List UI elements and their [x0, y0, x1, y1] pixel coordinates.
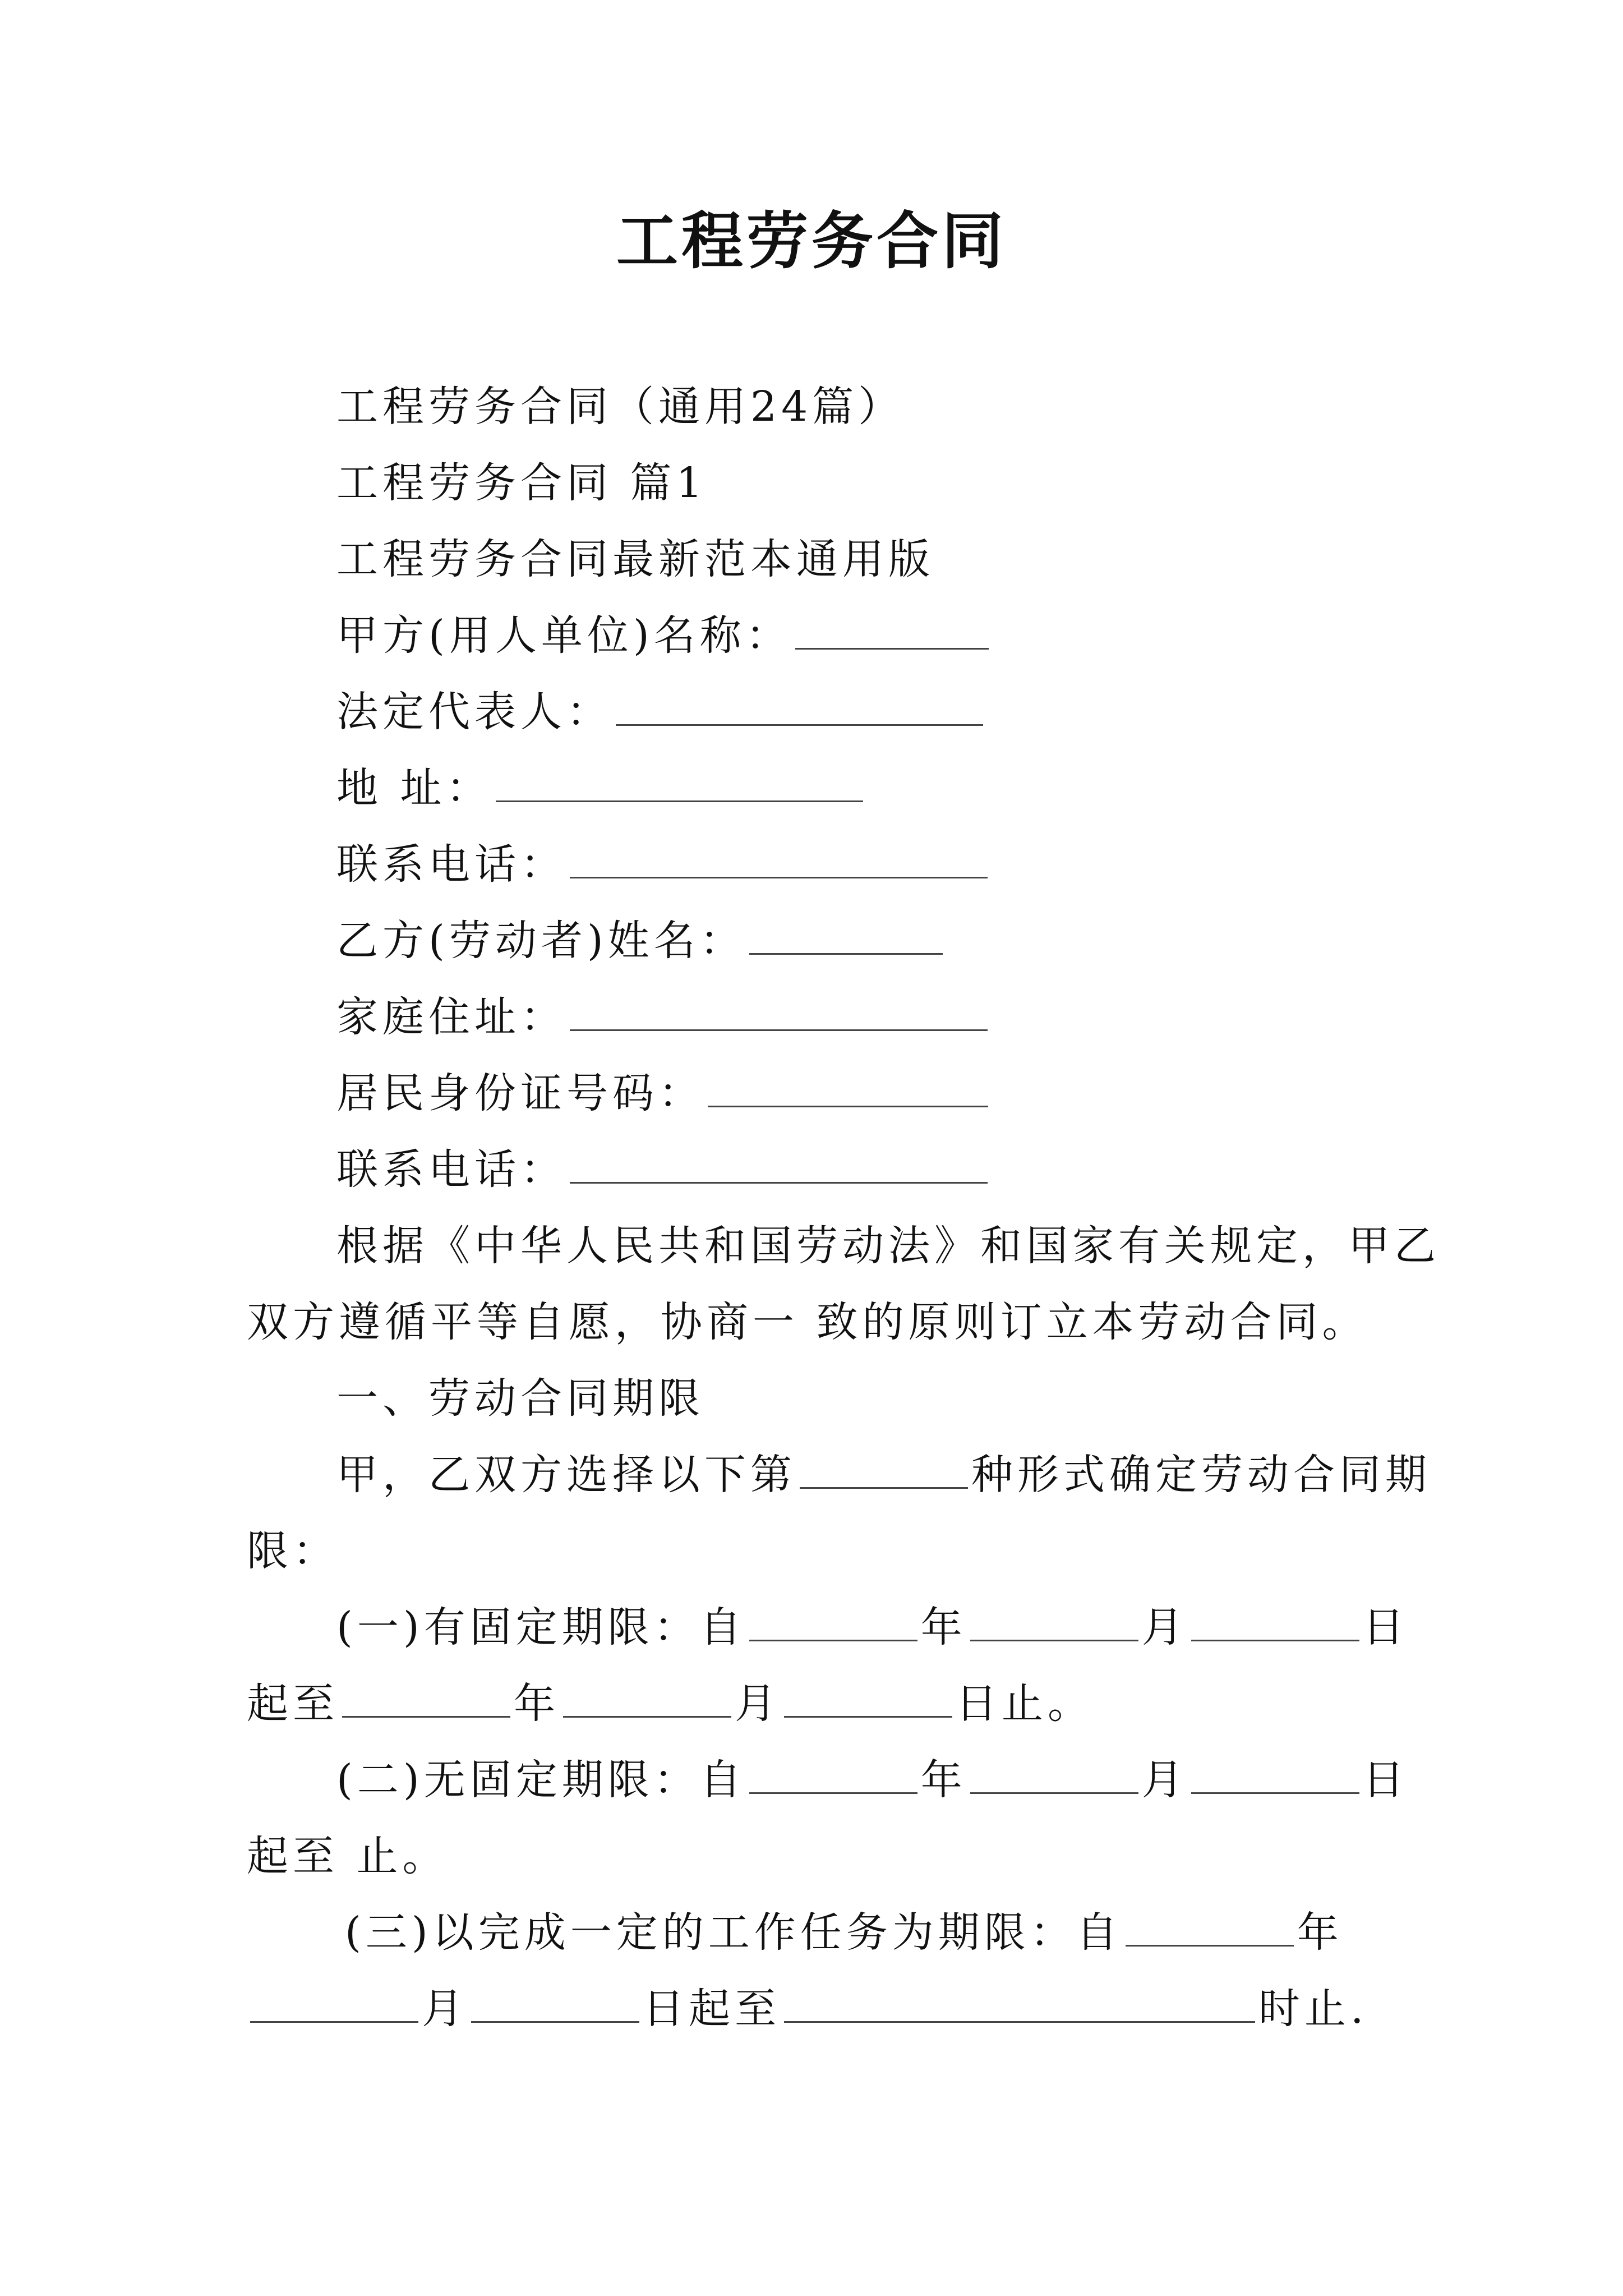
term-choice-blank[interactable]	[800, 1449, 968, 1489]
home-address-field: 家庭住址：	[336, 986, 991, 1048]
clause-heading: 一、劳动合同期限	[336, 1374, 704, 1423]
fixed-start-day-blank[interactable]	[1191, 1602, 1359, 1641]
fixed-end-month-blank[interactable]	[563, 1678, 731, 1718]
task-start-day-blank[interactable]	[471, 1983, 639, 2023]
phone-a-blank[interactable]	[570, 839, 988, 878]
task-start-month-blank[interactable]	[250, 1983, 418, 2023]
term-choice-line-2: 限：	[247, 1527, 339, 1575]
task-term-line-2: 月 日起至 时止.	[247, 1978, 1368, 2040]
subtitle-line: 工程劳务合同（通用24篇）	[336, 383, 905, 431]
phone-b-blank[interactable]	[570, 1144, 988, 1184]
task-end-blank[interactable]	[784, 1983, 1255, 2023]
party-b-name-blank[interactable]	[749, 915, 943, 955]
party-a-name-field: 甲方(用人单位)名称：	[336, 605, 992, 666]
task-start-year-blank[interactable]	[1126, 1907, 1294, 1947]
fixed-start-year-blank[interactable]	[749, 1602, 917, 1641]
section-line: 工程劳务合同 篇1	[336, 459, 707, 507]
address-blank[interactable]	[496, 762, 863, 802]
fixed-end-year-blank[interactable]	[342, 1678, 510, 1718]
fixed-term-line-2: 起至 年 月 日止。	[247, 1673, 1094, 1734]
basis-paragraph-line-1: 根据《中华人民共和国劳动法》和国家有关规定，甲乙	[336, 1222, 1440, 1270]
term-choice-line: 甲，乙双方选择以下第 种形式确定劳动合同期	[336, 1444, 1431, 1506]
task-term-line-1: (三)以完成一定的工作任务为期限：自 年	[345, 1902, 1343, 1963]
fixed-term-line-1: (一)有固定期限：自 年 月 日	[336, 1596, 1409, 1658]
party-a-name-blank[interactable]	[795, 610, 989, 650]
legal-rep-field: 法定代表人：	[336, 681, 986, 743]
id-number-blank[interactable]	[708, 1068, 988, 1107]
party-b-name-field: 乙方(劳动者)姓名：	[336, 910, 946, 972]
legal-rep-blank[interactable]	[616, 686, 983, 726]
document-title: 工程劳务合同	[616, 205, 1007, 277]
address-field: 地 址：	[336, 757, 866, 819]
phone-b-field: 联系电话：	[336, 1139, 991, 1200]
fixed-start-month-blank[interactable]	[970, 1602, 1138, 1641]
id-number-field: 居民身份证号码：	[336, 1062, 992, 1124]
home-address-blank[interactable]	[570, 991, 988, 1031]
phone-a-field: 联系电话：	[336, 834, 991, 895]
open-start-year-blank[interactable]	[749, 1754, 917, 1794]
fixed-end-day-blank[interactable]	[784, 1678, 952, 1718]
version-line: 工程劳务合同最新范本通用版	[336, 535, 934, 583]
open-start-day-blank[interactable]	[1191, 1754, 1359, 1794]
open-start-month-blank[interactable]	[970, 1754, 1138, 1794]
open-term-line-2: 起至 止。	[247, 1832, 449, 1880]
basis-paragraph-line-2: 双方遵循平等自愿，协商一 致的原则订立本劳动合同。	[247, 1298, 1368, 1346]
open-term-line-1: (二)无固定期限：自 年 月 日	[336, 1749, 1409, 1811]
